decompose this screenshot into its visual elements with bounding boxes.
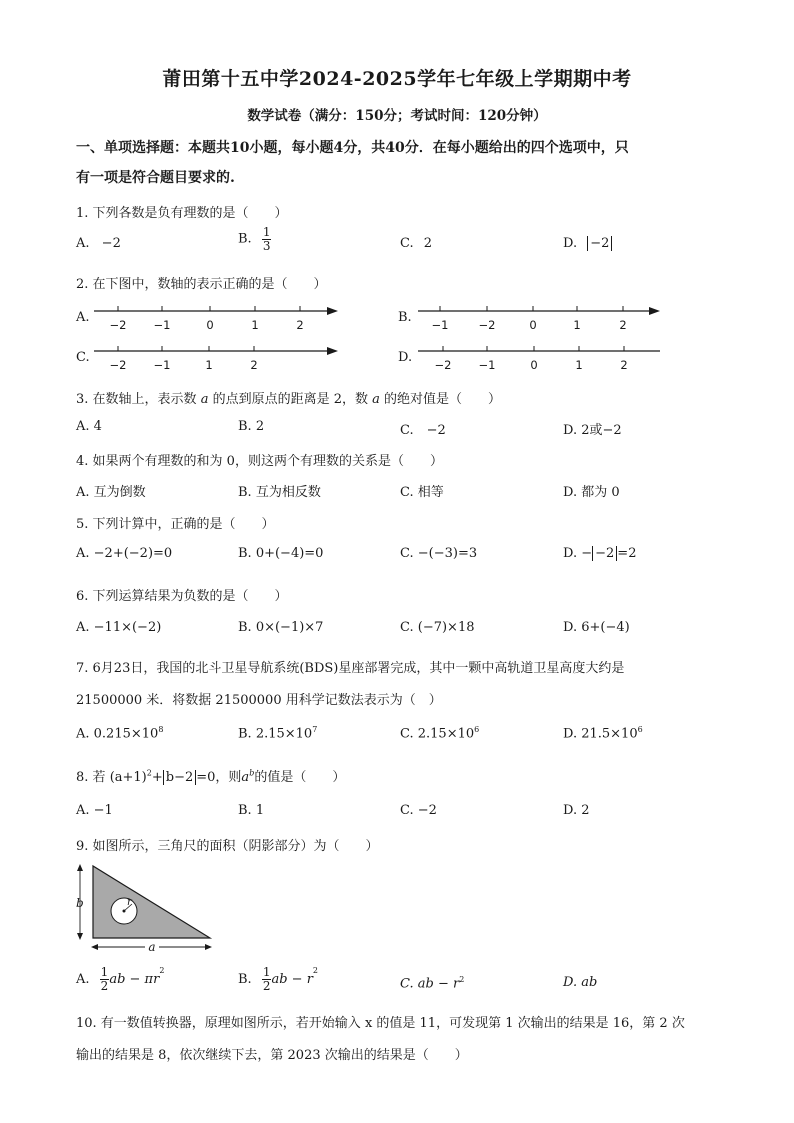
q9-label-r: r bbox=[127, 897, 132, 908]
q2-a-tick-label: 1 bbox=[251, 318, 259, 332]
q8-option-d: D. 2 bbox=[563, 803, 590, 818]
q4-option-d: D. 都为 0 bbox=[563, 485, 620, 500]
q1-d-value: −2 bbox=[587, 236, 612, 251]
q9-b-expression: ab − r bbox=[271, 972, 313, 987]
q9-stem: 9. 如图所示，三角尺的面积（阴影部分）为（ ） bbox=[76, 839, 379, 854]
q9-b-denominator: 2 bbox=[262, 979, 271, 993]
q7-b-exponent: 7 bbox=[312, 725, 318, 734]
q1-a-label: A. bbox=[76, 236, 90, 251]
q9-a-fraction bbox=[100, 966, 110, 992]
q2-a-tick-label: 0 bbox=[206, 318, 214, 332]
q2-c-tick-label: −2 bbox=[109, 358, 127, 372]
q9-label-b: b bbox=[76, 896, 84, 910]
q7-b-base: B. 2.15×10 bbox=[238, 726, 313, 742]
q8-abs-term: b−2 bbox=[163, 770, 197, 785]
q6-option-d: D. 6+(−4) bbox=[563, 620, 630, 635]
q9-option-b bbox=[238, 966, 318, 993]
q2-b-tick-label: 1 bbox=[573, 318, 581, 332]
q2-stem: 2. 在下图中，数轴的表示正确的是（ ） bbox=[76, 277, 327, 292]
q8-option-c: C. −2 bbox=[400, 803, 437, 818]
section-heading-line1: 一、单项选择题：本题共10小题，每小题4分，共40分．在每小题给出的四个选项中，只 bbox=[76, 140, 629, 156]
q4-stem: 4. 如果两个有理数的和为 0，则这两个有理数的关系是（ ） bbox=[76, 454, 443, 469]
q7-c-base: C. 2.15×10 bbox=[400, 726, 475, 742]
q9-b-exponent: 2 bbox=[312, 966, 319, 975]
q1-option-a bbox=[76, 236, 121, 251]
q1-b-numerator: 1 bbox=[262, 225, 271, 239]
q1-option-b bbox=[238, 226, 271, 252]
q3-option-c: C. −2 bbox=[400, 423, 446, 438]
q2-d-tick-label: 2 bbox=[620, 358, 628, 372]
q2-c-tick-label: −1 bbox=[153, 358, 171, 372]
q2-number-line-a bbox=[94, 302, 339, 336]
q2-number-line-d bbox=[418, 342, 663, 376]
q9-b-label: B. bbox=[238, 972, 252, 987]
q2-d-tick-label: 0 bbox=[530, 358, 538, 372]
q2-b-tick-label: −2 bbox=[478, 318, 496, 332]
q2-c-tick-label: 2 bbox=[250, 358, 258, 372]
q2-b-label: B. bbox=[398, 310, 412, 325]
q1-c-label: C. bbox=[400, 236, 414, 251]
q5-option-a: A. −2+(−2)=0 bbox=[76, 546, 173, 561]
q8-stem bbox=[76, 766, 345, 785]
q8-squared-term: (a+1) bbox=[109, 770, 147, 785]
q1-b-label: B. bbox=[238, 231, 252, 247]
q5-option-d bbox=[563, 546, 636, 561]
q10-stem-line1: 10. 有一数值转换器，原理如图所示，若开始输入 x 的值是 11，可发现第 1 次输出的结果是 16，第 2 次 bbox=[76, 1016, 685, 1031]
q9-a-label: A. bbox=[76, 972, 90, 987]
q8-base: a bbox=[241, 770, 250, 785]
q2-c-tick-label: 1 bbox=[205, 358, 213, 372]
q7-d-base: D. 21.5×10 bbox=[563, 726, 638, 742]
q9-triangle-figure bbox=[72, 860, 222, 956]
q5-stem: 5. 下列计算中，正确的是（ ） bbox=[76, 517, 275, 532]
q10-stem-line2: 输出的结果是 8，依次继续下去，第 2023 次输出的结果是（ ） bbox=[76, 1048, 468, 1063]
q4-option-b: B. 互为相反数 bbox=[238, 485, 321, 500]
q9-option-c bbox=[400, 975, 464, 991]
q7-a-exponent: 8 bbox=[158, 725, 164, 734]
q7-stem-line2: 21500000 米．将数据 21500000 用科学记数法表示为（ ） bbox=[76, 693, 442, 708]
q2-d-tick-label: −2 bbox=[434, 358, 452, 372]
q6-option-a: A. −11×(−2) bbox=[76, 620, 162, 635]
q5-d-prefix: D. − bbox=[563, 546, 593, 561]
q1-d-label: D. bbox=[563, 236, 578, 251]
q2-b-tick-label: 2 bbox=[619, 318, 627, 332]
q3-stem-pre: 3. 在数轴上，表示数 bbox=[76, 392, 197, 407]
q3-stem bbox=[76, 388, 501, 407]
q8-stem-pre: 8. 若 bbox=[76, 770, 106, 785]
q1-option-c bbox=[400, 236, 432, 251]
q1-stem: 1. 下列各数是负有理数的是（ ） bbox=[76, 206, 288, 221]
q1-c-value: 2 bbox=[423, 236, 433, 251]
q9-a-exponent: 2 bbox=[159, 966, 165, 975]
q7-option-d bbox=[563, 725, 643, 741]
q4-option-a: A. 互为倒数 bbox=[76, 485, 146, 500]
q5-d-suffix: =2 bbox=[617, 546, 637, 561]
q9-a-denominator: 2 bbox=[100, 979, 109, 993]
q3-stem-post: 的绝对值是（ ） bbox=[384, 392, 502, 407]
q8-option-a: A. −1 bbox=[76, 803, 113, 818]
q5-d-abs: −2 bbox=[592, 546, 617, 561]
q8-equals: =0，则 bbox=[196, 770, 242, 785]
q9-c-exponent: 2 bbox=[459, 975, 465, 984]
q5-option-b: B. 0+(−4)=0 bbox=[238, 546, 324, 561]
q9-d-expression: D. ab bbox=[563, 975, 598, 990]
q1-b-fraction bbox=[262, 226, 272, 252]
q2-b-tick-label: 0 bbox=[529, 318, 537, 332]
q9-option-d bbox=[563, 975, 597, 990]
q2-number-line-b bbox=[418, 302, 663, 336]
q8-stem-post: 的值是（ ） bbox=[254, 770, 346, 785]
page-title: 莆田第十五中学2024-2025学年七年级上学期期中考 bbox=[162, 68, 632, 90]
q9-a-numerator: 1 bbox=[100, 965, 109, 980]
q3-var-a: a bbox=[372, 392, 380, 407]
q3-option-b: B. 2 bbox=[238, 419, 265, 434]
q9-label-a: a bbox=[148, 940, 156, 954]
q3-option-a: A. 4 bbox=[76, 419, 102, 434]
q2-number-line-c bbox=[94, 342, 339, 376]
q1-option-d bbox=[563, 236, 612, 251]
q7-option-b bbox=[238, 725, 317, 741]
q1-a-value: −2 bbox=[101, 236, 121, 251]
q5-option-c: C. −(−3)=3 bbox=[400, 546, 478, 561]
q7-option-a bbox=[76, 725, 163, 741]
q3-stem-mid: 的点到原点的距离是 2，数 bbox=[212, 392, 368, 407]
q7-option-c bbox=[400, 725, 479, 741]
q3-var-a: a bbox=[200, 392, 209, 407]
q3-option-d: D. 2或−2 bbox=[563, 423, 622, 438]
q9-b-numerator: 1 bbox=[262, 965, 271, 980]
q4-option-c: C. 相等 bbox=[400, 485, 444, 500]
q1-b-denominator: 3 bbox=[262, 238, 271, 253]
q9-option-a bbox=[76, 966, 164, 993]
q6-option-b: B. 0×(−1)×7 bbox=[238, 620, 324, 635]
q7-d-exponent: 6 bbox=[637, 725, 643, 734]
q2-a-tick-label: 2 bbox=[296, 318, 304, 332]
q2-d-tick-label: −1 bbox=[478, 358, 496, 372]
q8-exponent: 2 bbox=[146, 768, 152, 778]
page-subtitle: 数学试卷（满分：150分；考试时间：120分钟） bbox=[247, 108, 547, 124]
q8-power: b bbox=[249, 768, 255, 778]
q6-stem: 6. 下列运算结果为负数的是（ ） bbox=[76, 589, 288, 604]
q9-a-expression: ab − πr bbox=[109, 972, 160, 987]
q2-d-tick-label: 1 bbox=[575, 358, 583, 372]
section-heading-line2: 有一项是符合题目要求的. bbox=[76, 170, 235, 186]
q2-a-label: A. bbox=[76, 310, 90, 325]
q8-option-b: B. 1 bbox=[238, 803, 265, 818]
q2-a-tick-label: −1 bbox=[153, 318, 171, 332]
q7-c-exponent: 6 bbox=[474, 725, 480, 734]
q7-stem-line1: 7. 6月23日，我国的北斗卫星导航系统(BDS)星座部署完成，其中一颗中高轨道卫星高度大约是 bbox=[76, 661, 625, 676]
q9-c-expression: C. ab − r bbox=[400, 976, 460, 992]
q8-plus: + bbox=[151, 770, 163, 785]
q2-d-label: D. bbox=[398, 350, 413, 365]
q2-a-tick-label: −2 bbox=[109, 318, 127, 332]
q6-option-c: C. (−7)×18 bbox=[400, 620, 475, 635]
q2-c-label: C. bbox=[76, 350, 90, 365]
q7-a-base: A. 0.215×10 bbox=[76, 726, 159, 742]
q2-b-tick-label: −1 bbox=[431, 318, 449, 332]
